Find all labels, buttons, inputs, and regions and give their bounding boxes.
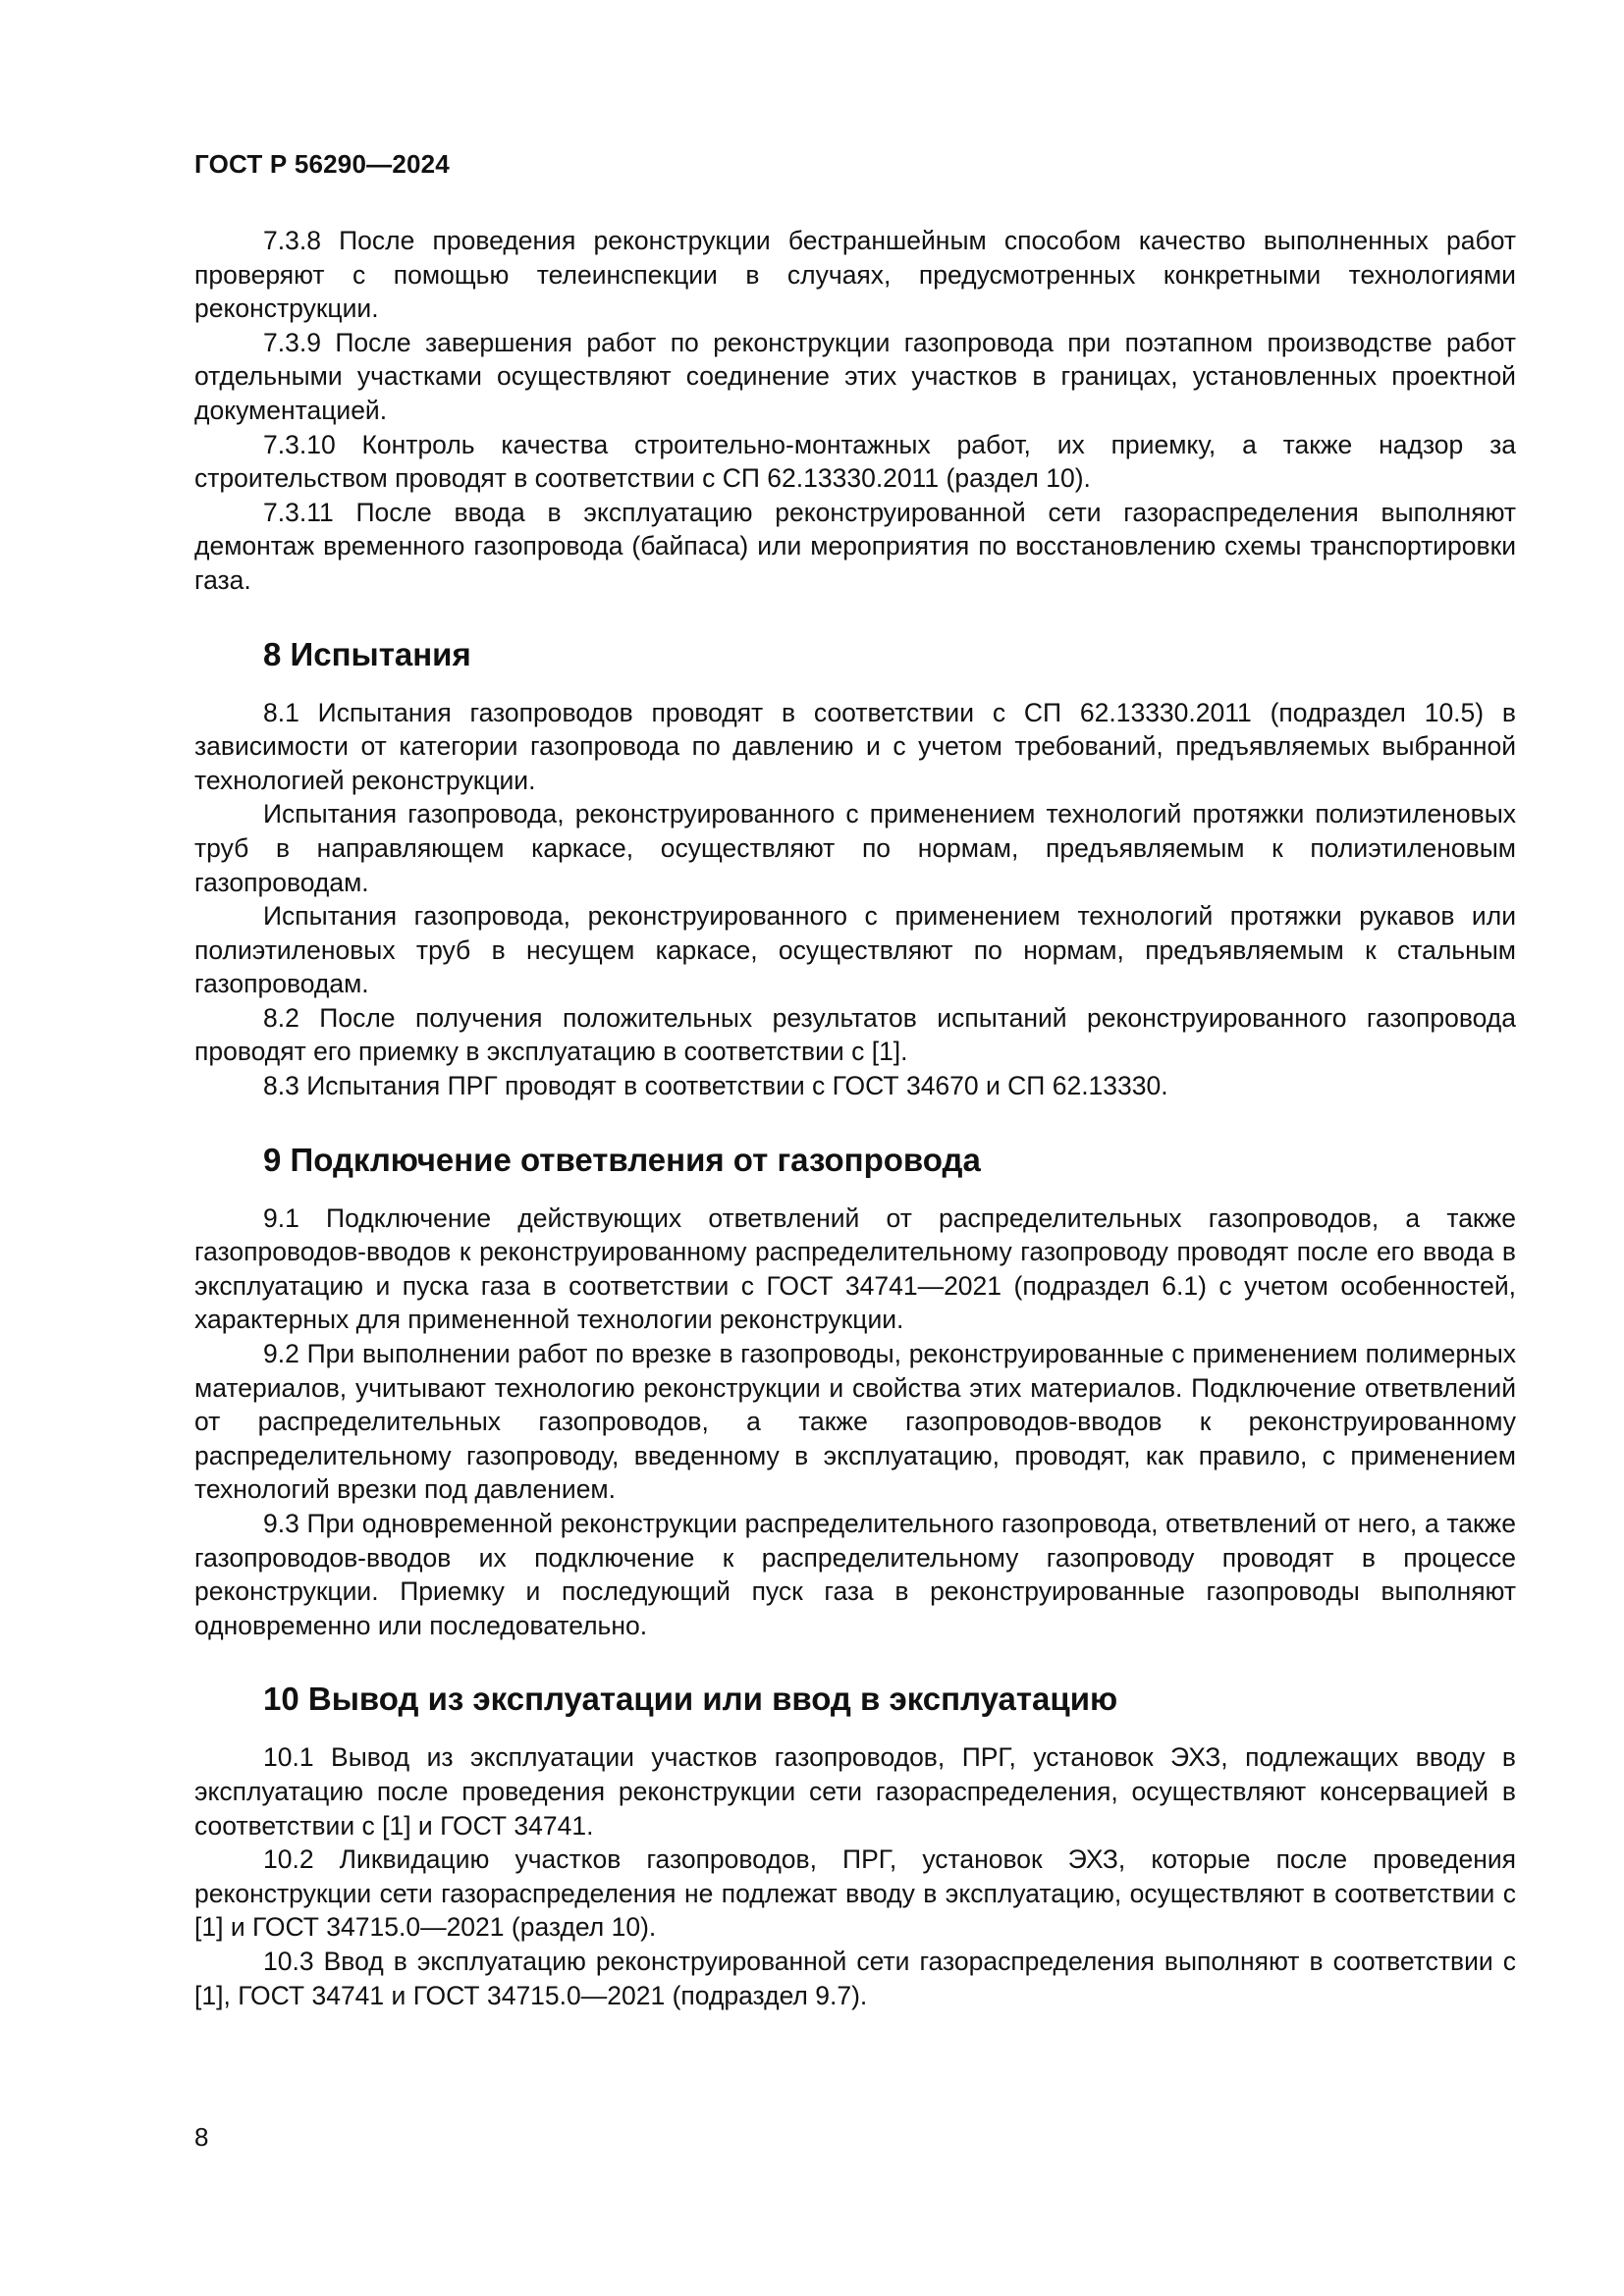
paragraph-10-2: 10.2 Ликвидацию участков газопроводов, ПРГ, установок ЭХЗ, которые после проведения реконструкции сети газораспределения не подлежат вводу в эксплуатацию, осуществляют в соответствии с [1] и ГОСТ 34715.0—2021 (раздел 10).: [194, 1844, 1516, 1943]
paragraph-7-3-10: 7.3.10 Контроль качества строительно-монтажных работ, их приемку, а также надзор за строительством проводят в соответствии с СП 62.13330.2011 (раздел 10).: [194, 429, 1516, 494]
page-number: 8: [194, 2122, 209, 2152]
paragraph-8-3: 8.3 Испытания ПРГ проводят в соответствии с ГОСТ 34670 и СП 62.13330.: [263, 1071, 1168, 1101]
paragraph-7-3-8: 7.3.8 После проведения реконструкции бестраншейным способом качество выполненных работ проверяют с помощью телеинспекции в случаях, предусмотренных конкретными технологиями реконструкции.: [194, 226, 1516, 324]
paragraph-8-1: 8.1 Испытания газопроводов проводят в соответствии с СП 62.13330.2011 (подраздел 10.5) в зависимости от категории газопровода по давлению и с учетом требований, предъявляемых выбранной технологией реконструкции.: [194, 697, 1516, 795]
page-content: [194, 224, 1516, 2012]
paragraph-7-3-11: 7.3.11 После ввода в эксплуатацию реконструированной сети газораспределения выполняют демонтаж временного газопровода (байпаса) или мероприятия по восстановлению схемы транспортировки газа.: [194, 497, 1516, 595]
paragraph-7-3-9: 7.3.9 После завершения работ по реконструкции газопровода при поэтапном производстве работ отдельными участками осуществляют соединение этих участков в границах, установленных проектной документацией.: [194, 327, 1516, 425]
paragraph-9-1: 9.1 Подключение действующих ответвлений от распределительных газопроводов, а также газопроводов-вводов к реконструированному распределительному газопроводу проводят после его ввода в эксплуатацию и пуска газа в соответствии с ГОСТ 34741—2021 (подраздел 6.1) с учетом особенностей, характерных для примененной технологии реконструкции.: [194, 1202, 1516, 1335]
paragraph-8-2: 8.2 После получения положительных результатов испытаний реконструированного газопровода проводят его приемку в эксплуатацию в соответствии с [1].: [194, 1002, 1516, 1067]
section-10-heading: 10 Вывод из эксплуатации или ввод в эксплуатацию: [263, 1681, 1118, 1718]
section-9-heading: 9 Подключение ответвления от газопровода: [263, 1141, 981, 1178]
paragraph-8-1-steel: Испытания газопровода, реконструированного с применением технологий протяжки рукавов или полиэтиленовых труб в несущем каркасе, осуществляют по нормам, предъявляемым к стальным газопроводам.: [194, 901, 1516, 999]
paragraph-9-2: 9.2 При выполнении работ по врезке в газопроводы, реконструированные с применением полимерных материалов, учитывают технологию реконструкции и свойства этих материалов. Подключение ответвлений от распределительных газопроводов, а также газопроводов-вводов к реконструированному распределительному газопроводу, введенному в эксплуатацию, проводят, как правило, с применением технологий врезки под давлением.: [194, 1339, 1516, 1505]
paragraph-9-3: 9.3 При одновременной реконструкции распределительного газопровода, ответвлений от него, а также газопроводов-вводов их подключение к распределительному газопроводу проводят в процессе реконструкции. Приемку и последующий пуск газа в реконструированные газопроводы выполняют одновременно или последовательно.: [194, 1509, 1516, 1640]
section-8-heading: 8 Испытания: [263, 635, 471, 672]
paragraph-10-3: 10.3 Ввод в эксплуатацию реконструированной сети газораспределения выполняют в соответствии с [1], ГОСТ 34741 и ГОСТ 34715.0—2021 (подраздел 9.7).: [194, 1946, 1516, 2010]
paragraph-8-1-polyethylene: Испытания газопровода, реконструированного с применением технологий протяжки полиэтиленовых труб в направляющем каркасе, осуществляют по нормам, предъявляемым к полиэтиленовым газопроводам.: [194, 799, 1516, 897]
paragraph-10-1: 10.1 Вывод из эксплуатации участков газопроводов, ПРГ, установок ЭХЗ, подлежащих вводу в эксплуатацию после проведения реконструкции сети газораспределения, осуществляют консервацией в соответствии с [1] и ГОСТ 34741.: [194, 1742, 1516, 1841]
document-code: ГОСТ Р 56290—2024: [194, 149, 450, 179]
